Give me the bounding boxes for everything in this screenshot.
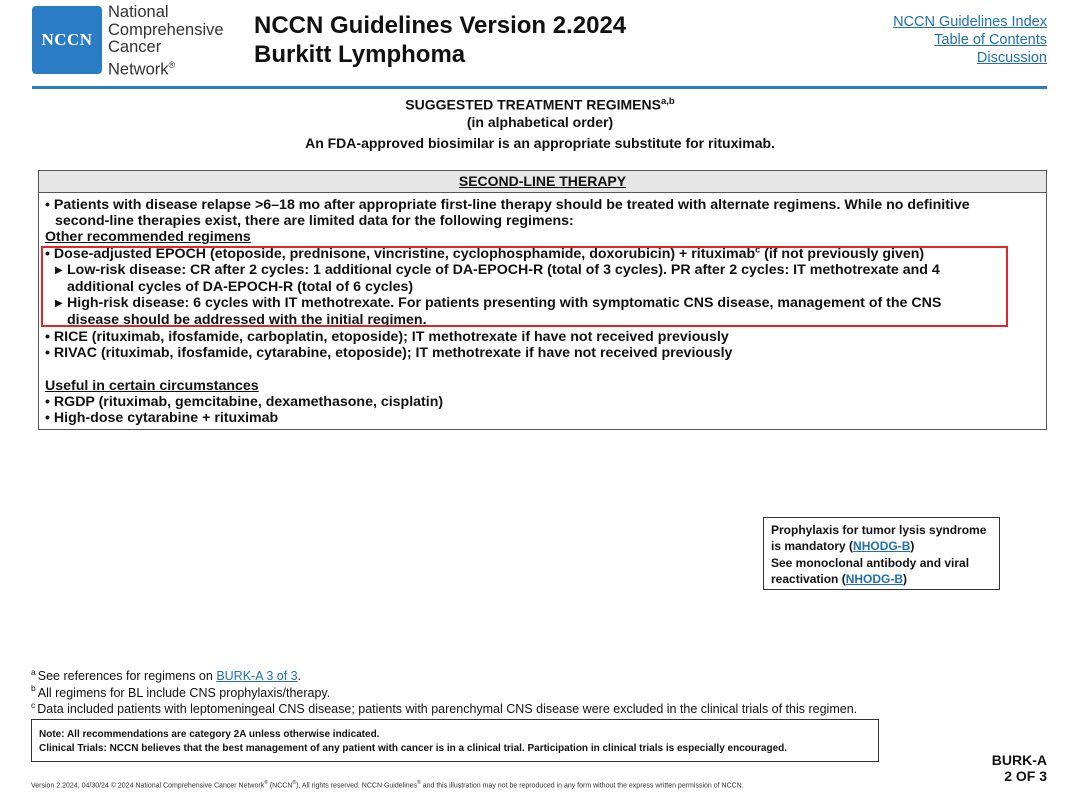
logo-text: NCCN (41, 30, 93, 49)
high-risk-item: ▶ High-risk disease: 6 cycles with IT methotrexate. For patients presenting with symptomatic CNS disease, management of the CNS (55, 295, 942, 312)
burk-a-3-link[interactable]: BURK-A 3 of 3 (216, 669, 298, 683)
intro-text: • Patients with disease relapse >6–18 mo after appropriate first-line therapy should be treated with alternate regimens. While no definitive (45, 197, 970, 213)
footnotes (31, 668, 857, 718)
low-risk-item: ▶ Low-risk disease: CR after 2 cycles: 1 additional cycle of DA-EPOCH-R (total of 3 cycles). PR after 2 cycles: IT methotrexate and 4 (55, 261, 940, 278)
hidac-regimen: • High-dose cytarabine + rituximab (45, 410, 279, 427)
triangle-bullet-icon: ▶ (55, 264, 63, 276)
guideline-topic: Burkitt Lymphoma (254, 41, 466, 68)
footnote-b: $^b$ All regimens for BL include CNS prophylaxis/therapy. (31, 683, 331, 700)
clinical-trials-note: Clinical Trials: NCCN believes that the best management of any patient with cancer is in a clinical trial. Participation in clinical trials is especially encouraged. (39, 742, 788, 754)
prophylaxis-box: Prophylaxis for tumor lysis syndrome is mandatory (NHODG-B) See monoclonal antibody and viral reactivation (NHODG-B) (763, 517, 1000, 590)
triangle-bullet-icon: ▶ (55, 298, 63, 310)
other-recommended-header: Other recommended regimens (45, 229, 251, 246)
table-of-contents-link[interactable]: Table of Contents (934, 32, 1047, 48)
copyright-notice: Version 2.2024, 04/30/24 © 2024 National Comprehensive Cancer Network® (NCCN®), All rights reserved. NCCN Guidelines® and this illustration may not be reproduced in any form without the express written permission of NCCN. (31, 780, 744, 790)
footnote-a: $^a$ See references for regimens on BURK-A 3 of 3. (31, 666, 302, 683)
therapy-table-header: SECOND-LINE THERAPY (39, 171, 1046, 193)
page-title (254, 11, 626, 69)
rice-regimen: • RICE (rituximab, ifosfamide, carboplatin, etoposide); IT methotrexate if have not received previously (45, 328, 729, 345)
header-divider (32, 86, 1047, 89)
biosimilar-note: An FDA-approved biosimilar is an appropriate substitute for rituximab. (305, 135, 775, 151)
useful-circumstances-header: Useful in certain circumstances (45, 378, 259, 395)
section-subheading: (in alphabetical order) (466, 114, 614, 130)
guidelines-index-link[interactable]: NCCN Guidelines Index (893, 14, 1047, 30)
page-identifier: BURK-A 2 OF 3 (991, 752, 1047, 784)
organization-name: National Comprehensive Cancer Network® (108, 3, 224, 78)
highlight-box (41, 246, 1008, 327)
guideline-version: NCCN Guidelines Version 2.2024 (254, 12, 627, 39)
intro-text-cont: second-line therapies exist, there are limited data for the following regimens: (55, 213, 574, 230)
note-box (31, 719, 879, 762)
rgdp-regimen: • RGDP (rituximab, gemcitabine, dexamethasone, cisplatin) (45, 394, 444, 411)
section-heading: SUGGESTED TREATMENT REGIMENS$^{a,b}$ (405, 96, 675, 113)
high-risk-item-cont: disease should be addressed with the initial regimen. (67, 312, 427, 329)
header-nav (893, 13, 1047, 67)
da-epoch-regimen: • Dose-adjusted EPOCH (etoposide, prednisone, vincristine, cyclophosphamide, doxorubicin) + rituximab$^c$ (if not previously given) (45, 243, 925, 262)
nccn-logo (32, 6, 102, 74)
footnote-c: $^c$ Data included patients with leptomeningeal CNS disease; patients with parenchymal CNS disease were excluded in the clinical trials of this regimen. (31, 699, 858, 716)
nhodg-b-link[interactable]: NHODG-B (845, 571, 904, 586)
rivac-regimen: • RIVAC (rituximab, ifosfamide, cytarabine, etoposide); IT methotrexate if have not received previously (45, 344, 733, 361)
discussion-link[interactable]: Discussion (976, 50, 1047, 66)
nhodg-b-link[interactable]: NHODG-B (853, 539, 911, 554)
category-note: Note: All recommendations are category 2A unless otherwise indicated. (39, 729, 380, 740)
low-risk-item-cont: additional cycles of DA-EPOCH-R (total of 6 cycles) (67, 279, 414, 296)
